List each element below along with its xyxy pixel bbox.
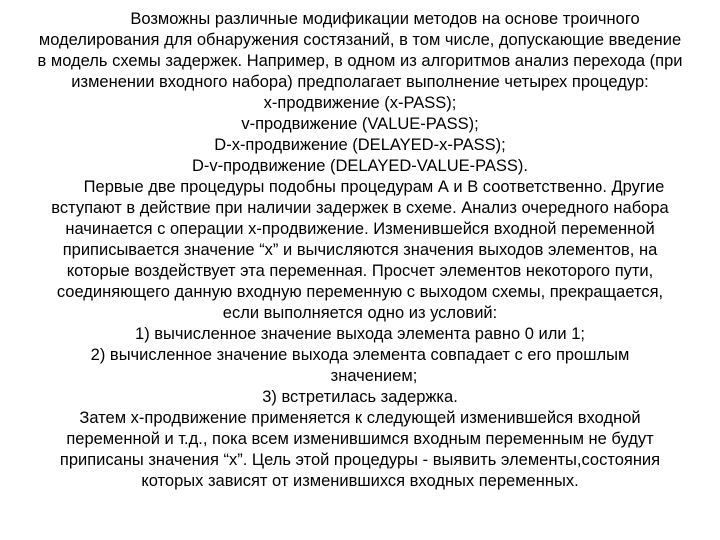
- text-line: начинается с операции x-продвижение. Изменившейся входной переменной: [65, 220, 655, 238]
- text-line: 2) вычисленное значение выхода элемента совпадает с его прошлым: [90, 346, 630, 364]
- text-line: D-v-продвижение (DELAYED-VALUE-PASS).: [191, 157, 529, 175]
- text-line: приписаны значения “x”. Цель этой процедуры - выявить элементы,состояния: [59, 451, 661, 469]
- text-line: которые воздействует эта переменная. Просчет элементов некоторого пути,: [66, 262, 654, 280]
- text-line: v-продвижение (VALUE-PASS);: [241, 115, 479, 133]
- text-line: Возможны различные модификации методов на основе троичного: [130, 10, 640, 28]
- text-line: x-продвижение (x-PASS);: [263, 94, 457, 112]
- text-line: Затем x-продвижение применяется к следующей изменившейся входной: [79, 409, 641, 427]
- text-line: изменении входного набора) предполагает выполнение четырех процедур:: [71, 73, 649, 91]
- text-line: в модель схемы задержек. Например, в одном из алгоритмов анализ перехода (при: [37, 52, 683, 70]
- text-line: 1) вычисленное значение выхода элемента равно 0 или 1;: [135, 325, 585, 343]
- text-line: Первые две процедуры подобны процедурам А и В соответственно. Другие: [83, 178, 665, 196]
- text-line: которых зависят от изменившихся входных переменных.: [141, 472, 579, 490]
- text-line: D-x-продвижение (DELAYED-x-PASS);: [214, 136, 506, 154]
- text-line: если выполняется одно из условий:: [222, 304, 498, 322]
- text-line: значением;: [330, 367, 418, 385]
- text-line: приписывается значение “x” и вычисляются значения выходов элементов, на: [62, 241, 658, 259]
- text-line: 3) встретилась задержка.: [262, 388, 458, 406]
- text-line: переменной и т.д., пока всем изменившимся входным переменным не будут: [66, 430, 654, 448]
- text-line: вступают в действие при наличии задержек в схеме. Анализ очередного набора: [51, 199, 669, 217]
- text-line: соединяющего данную входную переменную с выходом схемы, прекращается,: [56, 283, 664, 301]
- text-line: моделирования для обнаружения состязаний, в том числе, допускающие введение: [38, 31, 682, 49]
